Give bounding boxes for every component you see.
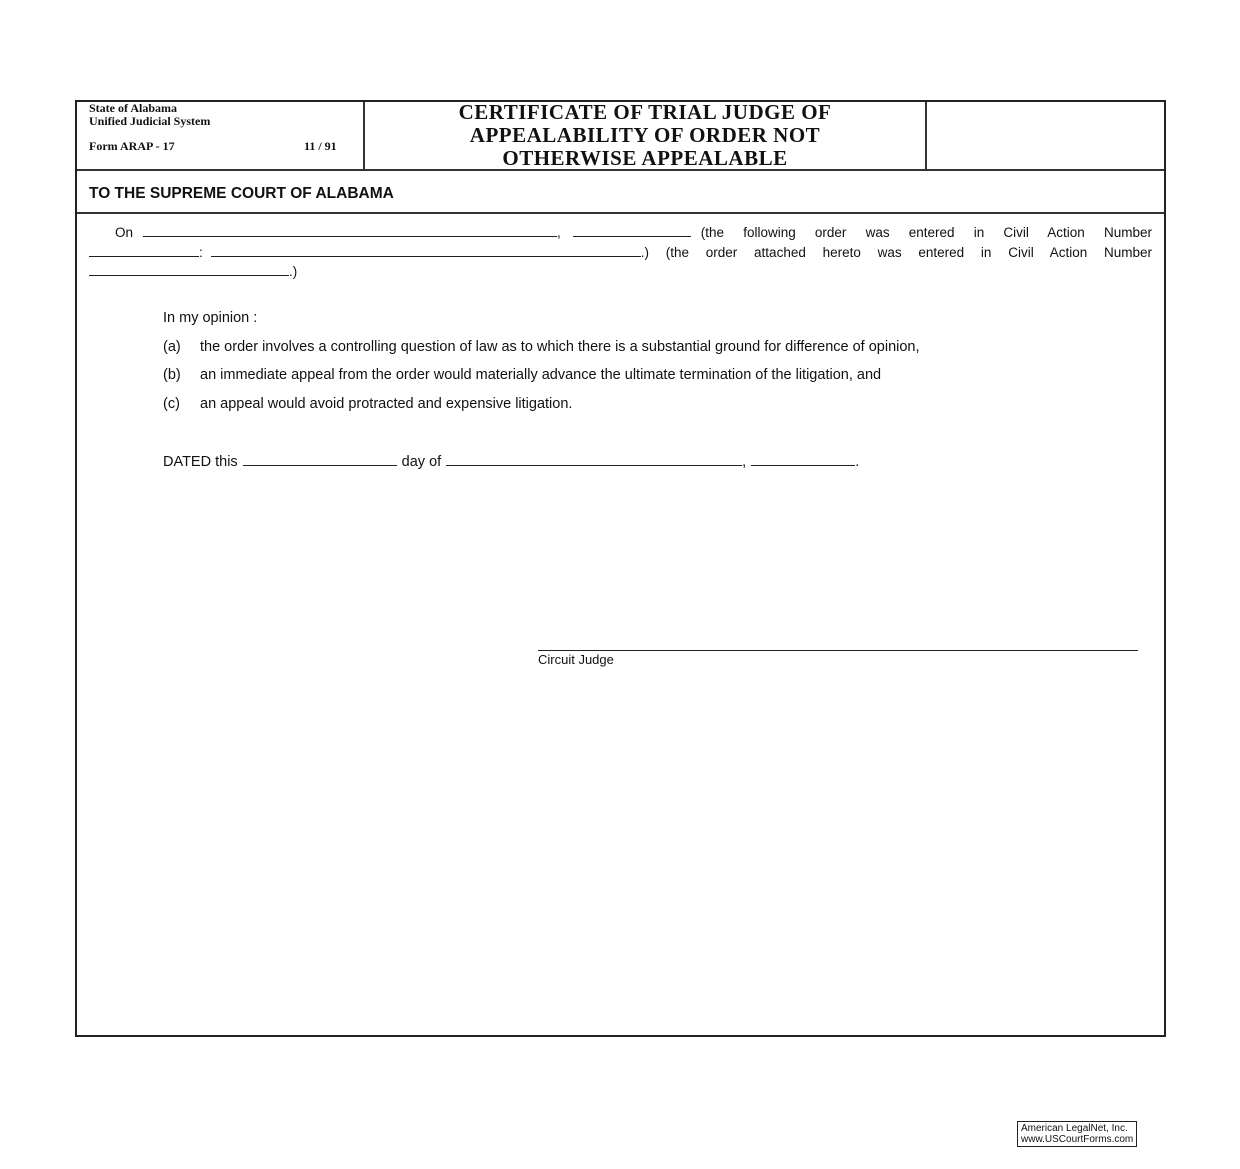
form-number: Form ARAP - 17 bbox=[89, 139, 175, 153]
colon: : bbox=[199, 245, 203, 260]
form-frame bbox=[75, 100, 1166, 1037]
dated-label: DATED this bbox=[163, 454, 238, 470]
body-line-2 bbox=[89, 245, 1152, 260]
item-text: the order involves a controlling question of law as to which there is a substantial ground for difference of opinion, bbox=[200, 339, 920, 355]
divider bbox=[77, 212, 1164, 214]
day-field[interactable] bbox=[243, 454, 397, 466]
form-title bbox=[365, 101, 925, 170]
on-label: On bbox=[115, 225, 134, 240]
comma: , bbox=[557, 225, 561, 240]
body-text: .) (the order attached hereto was entered in Civil Action Number bbox=[640, 245, 1152, 260]
attached-civil-action-number-field[interactable] bbox=[89, 264, 289, 276]
body-line-3 bbox=[89, 264, 1152, 279]
body-line-1 bbox=[89, 225, 1152, 240]
body-text: (the following order was entered in Civil Action Number bbox=[700, 225, 1152, 240]
item-text: an appeal would avoid protracted and expensive litigation. bbox=[200, 396, 573, 412]
opinion-intro: In my opinion : bbox=[163, 310, 258, 326]
item-label: (c) bbox=[163, 396, 180, 412]
footer-company: American LegalNet, Inc. bbox=[1021, 1123, 1128, 1134]
item-label: (b) bbox=[163, 367, 181, 383]
item-text: an immediate appeal from the order would materially advance the ultimate termination of the litigation, and bbox=[200, 367, 882, 383]
footer-badge bbox=[1017, 1121, 1137, 1147]
footer-url: www.USCourtForms.com bbox=[1021, 1134, 1134, 1145]
title-line: APPEALABILITY OF ORDER NOT bbox=[469, 123, 821, 147]
month-field[interactable] bbox=[446, 454, 742, 466]
body-text: .) bbox=[289, 264, 298, 279]
comma: , bbox=[742, 454, 747, 470]
item-label: (a) bbox=[163, 339, 181, 355]
title-line: CERTIFICATE OF TRIAL JUDGE OF bbox=[458, 100, 832, 124]
opinion-item bbox=[163, 367, 881, 383]
year-field[interactable] bbox=[751, 454, 855, 466]
day-of-label: day of bbox=[401, 454, 442, 470]
date-field[interactable] bbox=[143, 225, 557, 237]
signature-label: Circuit Judge bbox=[538, 652, 614, 667]
opinion-item bbox=[163, 396, 572, 412]
form-date: 11 / 91 bbox=[304, 139, 337, 153]
state-label: State of Alabama bbox=[89, 101, 177, 115]
addressee: TO THE SUPREME COURT OF ALABAMA bbox=[89, 185, 394, 202]
year-field[interactable] bbox=[573, 225, 691, 237]
opinion-item bbox=[163, 339, 920, 355]
civil-action-number-field[interactable] bbox=[89, 245, 199, 257]
title-line: OTHERWISE APPEALABLE bbox=[502, 146, 788, 170]
period: . bbox=[855, 454, 860, 470]
dated-line bbox=[163, 454, 859, 470]
order-field[interactable] bbox=[211, 245, 641, 257]
divider bbox=[925, 102, 927, 169]
signature-line[interactable] bbox=[538, 650, 1138, 667]
system-label: Unified Judicial System bbox=[89, 114, 211, 128]
issuer bbox=[89, 102, 210, 128]
